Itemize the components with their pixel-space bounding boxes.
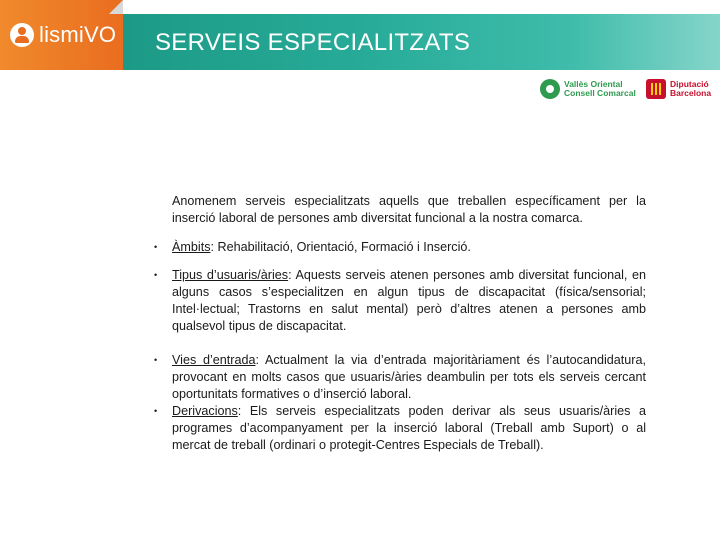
- partner-line-1: Vallès Oriental: [564, 79, 623, 89]
- intro-paragraph: Anomenem serveis especialitzats aquells que treballen específicament per la inserció laboral de persones amb diversitat funcional a la nostra comarca.: [172, 194, 646, 225]
- page-title: SERVEIS ESPECIALITZATS: [155, 29, 471, 56]
- bullet-icon: •: [154, 242, 158, 252]
- bullet-term: Àmbits: [172, 240, 211, 254]
- title-banner: [123, 14, 720, 70]
- brand-logo: [0, 0, 123, 70]
- bullet-icon: •: [154, 355, 158, 365]
- partner-line-2: Barcelona: [670, 88, 712, 98]
- bullet-icon: •: [154, 406, 158, 416]
- bullet-term: Derivacions: [172, 404, 238, 418]
- bullet-text: : Els serveis especialitzats poden derivar als seus usuaris/àries a programes d’acompanyament per la inserció laboral (Treball amb Suport) o al mercat de treball (ordinari o protegit-Centres Especials de Treball).: [172, 404, 646, 452]
- partner-line-1: Diputació: [670, 79, 709, 89]
- list-item: [154, 352, 646, 403]
- list-item: [154, 403, 646, 454]
- list-item: [154, 267, 646, 335]
- bullet-list: [154, 239, 646, 454]
- partner-line-2: Consell Comarcal: [564, 88, 636, 98]
- bullet-term: Tipus d’usuaris/àries: [172, 268, 289, 282]
- partner-text: [564, 80, 636, 98]
- bullet-icon: •: [154, 270, 158, 280]
- bullet-text: : Rehabilitació, Orientació, Formació i Inserció.: [210, 240, 471, 254]
- header: [0, 0, 720, 72]
- bullet-term: Vies d’entrada: [172, 353, 256, 367]
- bullet-text: : Actualment la via d’entrada majoritàriament és l’autocandidatura, provocant en molts casos que usuaris/àries deambulin per tots els serveis cercant oportunitats formatives o d’inserció laboral.: [172, 353, 646, 401]
- slide-content: [154, 193, 646, 454]
- logo-text: lismiVO: [39, 22, 117, 47]
- bullet-text: : Aquests serveis atenen persones amb diversitat funcional, en alguns casos s’especialitzen en algun tipus de discapacitat (física/sensorial; Intel·lectual; Trastorns en salut mental) però d’altres atenen a persones amb qualsevol tipus de discapacitat.: [172, 268, 646, 333]
- partner-text: [670, 80, 711, 98]
- diputacio-emblem-icon: [646, 79, 666, 99]
- person-icon: [10, 23, 34, 47]
- valles-oriental-emblem-icon: [540, 79, 560, 99]
- list-item: [154, 239, 646, 256]
